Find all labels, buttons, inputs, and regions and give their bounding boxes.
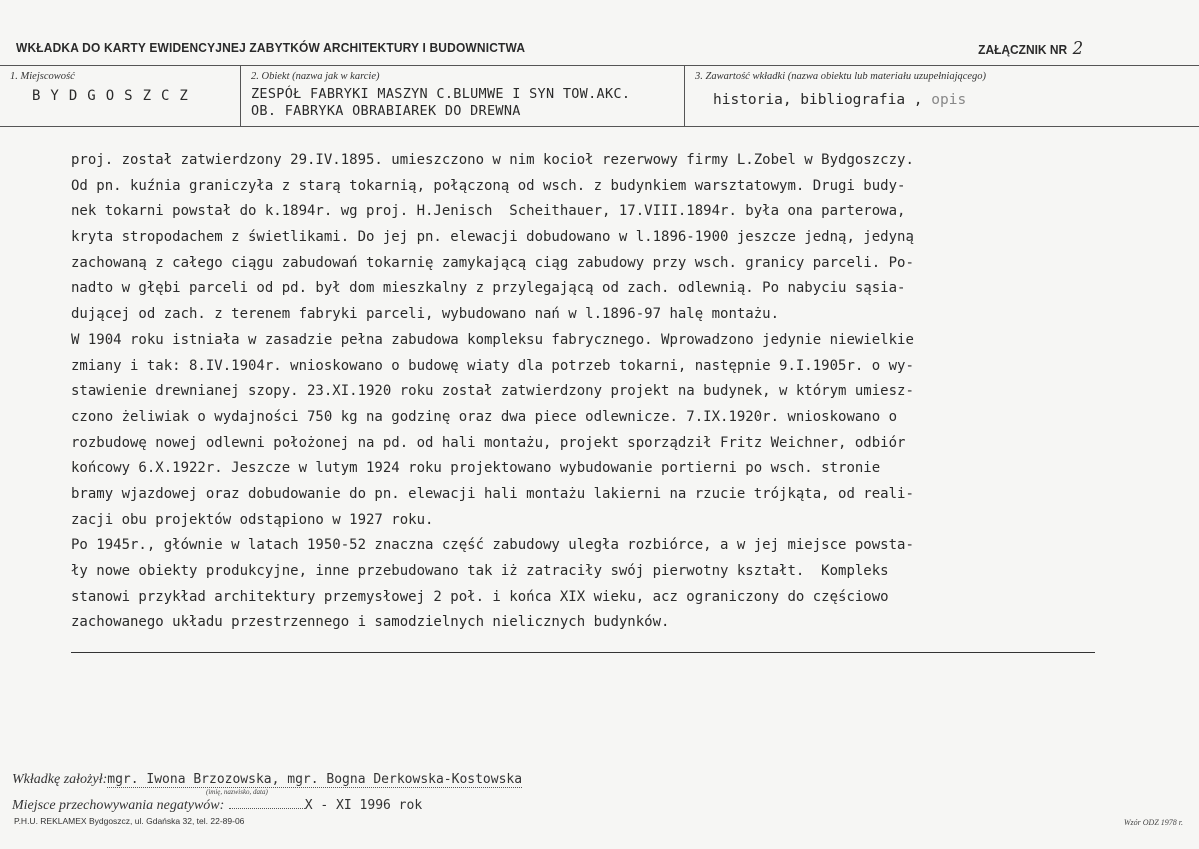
body-line: czono żeliwiak o wydajności 750 kg na godzinę oraz dwa piece odlewnicze. 7.IX.1920r. wnioskowano o	[71, 408, 898, 425]
body-line: stanowi przykład architektury przemysłowej 2 poł. i końca XIX wieku, acz ograniczony do częściowo	[71, 588, 889, 605]
footer-author-hint: (imię, nazwisko, data)	[206, 788, 268, 796]
body-line: zachowaną z całego ciągu zabudowań tokarnię zamykającą ciąg zabudowy przy wsch. granicy parceli. Po-	[71, 254, 914, 271]
body-line: dującej od zach. z terenem fabryki parceli, wybudowano nań w l.1896-97 halę montażu.	[71, 306, 780, 323]
fields-divider	[0, 126, 1199, 127]
body-line: kryta stropodachem z świetlikami. Do jej pn. elewacji dobudowano w l.1896-1900 jeszcze jedną, jedyną	[71, 229, 914, 246]
body-line: W 1904 roku istniała w zasadzie pełna zabudowa kompleksu fabrycznego. Wprowadzono jedynie niewielkie	[71, 331, 914, 348]
body-line: nadto w głębi parceli od pd. był dom mieszkalny z przylegającą od zach. odlewnią. Po nabyciu sąsia-	[71, 280, 906, 297]
field-row	[0, 66, 1199, 126]
field-object-line-1: ZESPÓŁ FABRYKI MASZYN C.BLUMWE I SYN TOW.AKC.	[251, 86, 631, 102]
footer-author-label: Wkładkę założył:	[12, 772, 108, 787]
footer-storage-value: X - XI 1996 rok	[304, 798, 423, 813]
attachment-label-text: ZAŁĄCZNIK NR	[977, 42, 1067, 57]
footer-author-value: mgr. Iwona Brzozowska, mgr. Bogna Derkowska-Kostowska	[107, 772, 523, 787]
body-line: Po 1945r., głównie w latach 1950-52 znaczna część zabudowy uległa rozbiórce, a w jej miejsce powsta-	[71, 537, 914, 554]
attachment-number: 2	[1072, 38, 1083, 59]
body-line: proj. został zatwierdzony 29.IV.1895. umieszczono w nim kocioł rezerwowy firmy L.Zobel w Bydgoszczy.	[71, 152, 914, 168]
field-content	[684, 66, 1199, 126]
field-place	[0, 66, 240, 126]
field-object-label: 2. Obiekt (nazwa jak w karcie)	[251, 71, 380, 82]
body-end-rule	[71, 652, 1095, 653]
field-object-line-2: OB. FABRYKA OBRABIAREK DO DREWNA	[251, 103, 521, 119]
body-line: zacji obu projektów odstąpiono w 1927 roku.	[71, 511, 434, 528]
body-line: zmiany i tak: 8.IV.1904r. wnioskowano o budowę wiaty dla potrzeb tokarni, następnie 9.I.1905r. o wy-	[71, 357, 914, 374]
body-line: ły nowe obiekty produkcyjne, inne przebudowano tak iż zatraciły swój pierwotny kształt. Kompleks	[71, 563, 889, 579]
footer-storage-row	[12, 796, 422, 814]
field-content-value	[713, 92, 966, 108]
footer-author-row	[12, 770, 522, 788]
field-object-value	[251, 86, 630, 120]
field-place-value: BYDGOSZCZ	[32, 88, 198, 104]
field-content-label: 3. Zawartość wkładki (nazwa obiektu lub materiału uzupełniającego)	[695, 71, 987, 82]
body-line: końcowy 6.X.1922r. Jeszcze w lutym 1924 roku projektowano wybudowanie portierni po wsch. stronie	[71, 460, 881, 477]
body-line: rozbudowę nowej odlewni położonej na pd. od hali montażu, projekt sporządził Fritz Weichner, odbiór	[71, 434, 906, 451]
body-text	[71, 148, 1131, 636]
field-place-label: 1. Miejscowość	[10, 71, 75, 82]
body-line: zachowanego układu przestrzennego i samodzielnych nielicznych budynków.	[71, 614, 670, 631]
attachment-label	[978, 38, 1083, 59]
footer-storage-dots	[229, 808, 305, 809]
form-pattern: Wzór ODZ 1978 r.	[1123, 818, 1183, 827]
body-line: stawienie drewnianej szopy. 23.XI.1920 roku został zatwierdzony projekt na budynek, w którym umiesz-	[71, 383, 914, 400]
body-line: Od pn. kuźnia graniczyła z starą tokarnią, połączoną od wsch. z budynkiem warsztatowym. Drugi budy-	[71, 177, 906, 194]
form-title: WKŁADKA DO KARTY EWIDENCYJNEJ ZABYTKÓW ARCHITEKTURY I BUDOWNICTWA	[16, 40, 526, 55]
body-line: nek tokarni powstał do k.1894r. wg proj. H.Jenisch Scheithauer, 17.VIII.1894r. była ona parterowa,	[71, 203, 906, 220]
printer-imprint: P.H.U. REKLAMEX Bydgoszcz, ul. Gdańska 32, tel. 22-89-06	[14, 816, 245, 826]
footer-storage-label: Miejsce przechowywania negatywów:	[12, 798, 225, 813]
field-content-main: historia, bibliografia ,	[713, 92, 923, 108]
body-line: bramy wjazdowej oraz dobudowanie do pn. elewacji hali montażu lakierni na rzucie trójkąta, od reali-	[71, 485, 914, 502]
field-object	[240, 66, 685, 126]
field-content-light: opis	[931, 92, 967, 108]
header	[0, 30, 1199, 64]
